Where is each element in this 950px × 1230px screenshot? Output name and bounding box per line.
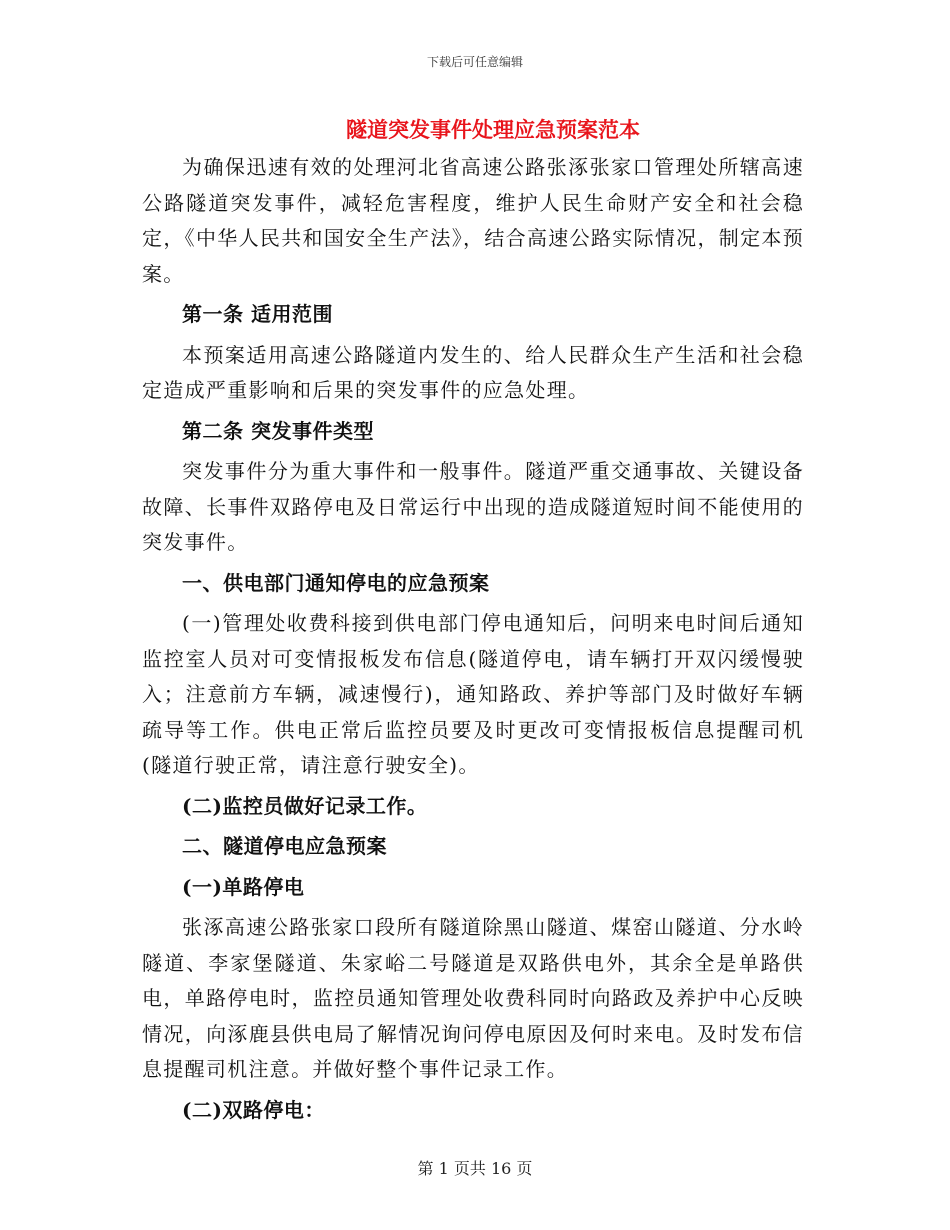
section-1-subheading-2: (二)监控员做好记录工作。 [182,793,428,818]
article-1-paragraph: 本预案适用高速公路隧道内发生的、给人民群众生产生活和社会稳定造成严重影响和后果的突发事件的应急处理。 [142,342,804,402]
document-body [142,110,804,1128]
page-header: 下载后可任意编辑 [426,55,523,69]
section-2-subheading-2: (二)双路停电： [182,1097,325,1122]
section-1-paragraph: (一)管理处收费科接到供电部门停电通知后，问明来电时间后通知监控室人员对可变情报板发布信息(隧道停电，请车辆打开双闪缓慢驶入；注意前方车辆，减速慢行)，通知路政、养护等部门及时做好车辆疏导等工作。供电正常后监控员要及时更改可变情报板信息提醒司机(隧道行驶正常，请注意行驶安全)。 [142,611,804,777]
document-title: 隧道突发事件处理应急预案范本 [346,117,640,142]
intro-paragraph: 为确保迅速有效的处理河北省高速公路张涿张家口管理处所辖高速公路隧道突发事件，减轻危害程度，维护人民生命财产安全和社会稳定，《中华人民共和国安全生产法》，结合高速公路实际情况，制定本预案。 [142,155,804,286]
article-2-paragraph: 突发事件分为重大事件和一般事件。隧道严重交通事故、关键设备故障、长事件双路停电及日常运行中出现的造成隧道短时间不能使用的突发事件。 [142,459,804,554]
section-1-heading: 一、供电部门通知停电的应急预案 [182,570,490,595]
page-footer: 第 1 页共 16 页 [417,1159,533,1178]
article-2-heading: 第二条 突发事件类型 [182,418,374,443]
section-2-heading: 二、隧道停电应急预案 [182,834,387,858]
article-1-heading: 第一条 适用范围 [182,302,333,326]
section-2-subheading-1: (一)单路停电 [182,874,305,899]
section-2-paragraph: 张涿高速公路张家口段所有隧道除黑山隧道、煤窑山隧道、分水岭隧道、李家堡隧道、朱家峪二号隧道是双路供电外，其余全是单路供电，单路停电时，监控员通知管理处收费科同时向路政及养护中心反映情况，向涿鹿县供电局了解情况询问停电原因及何时来电。及时发布信息提醒司机注意。并做好整个事件记录工作。 [142,915,804,1081]
